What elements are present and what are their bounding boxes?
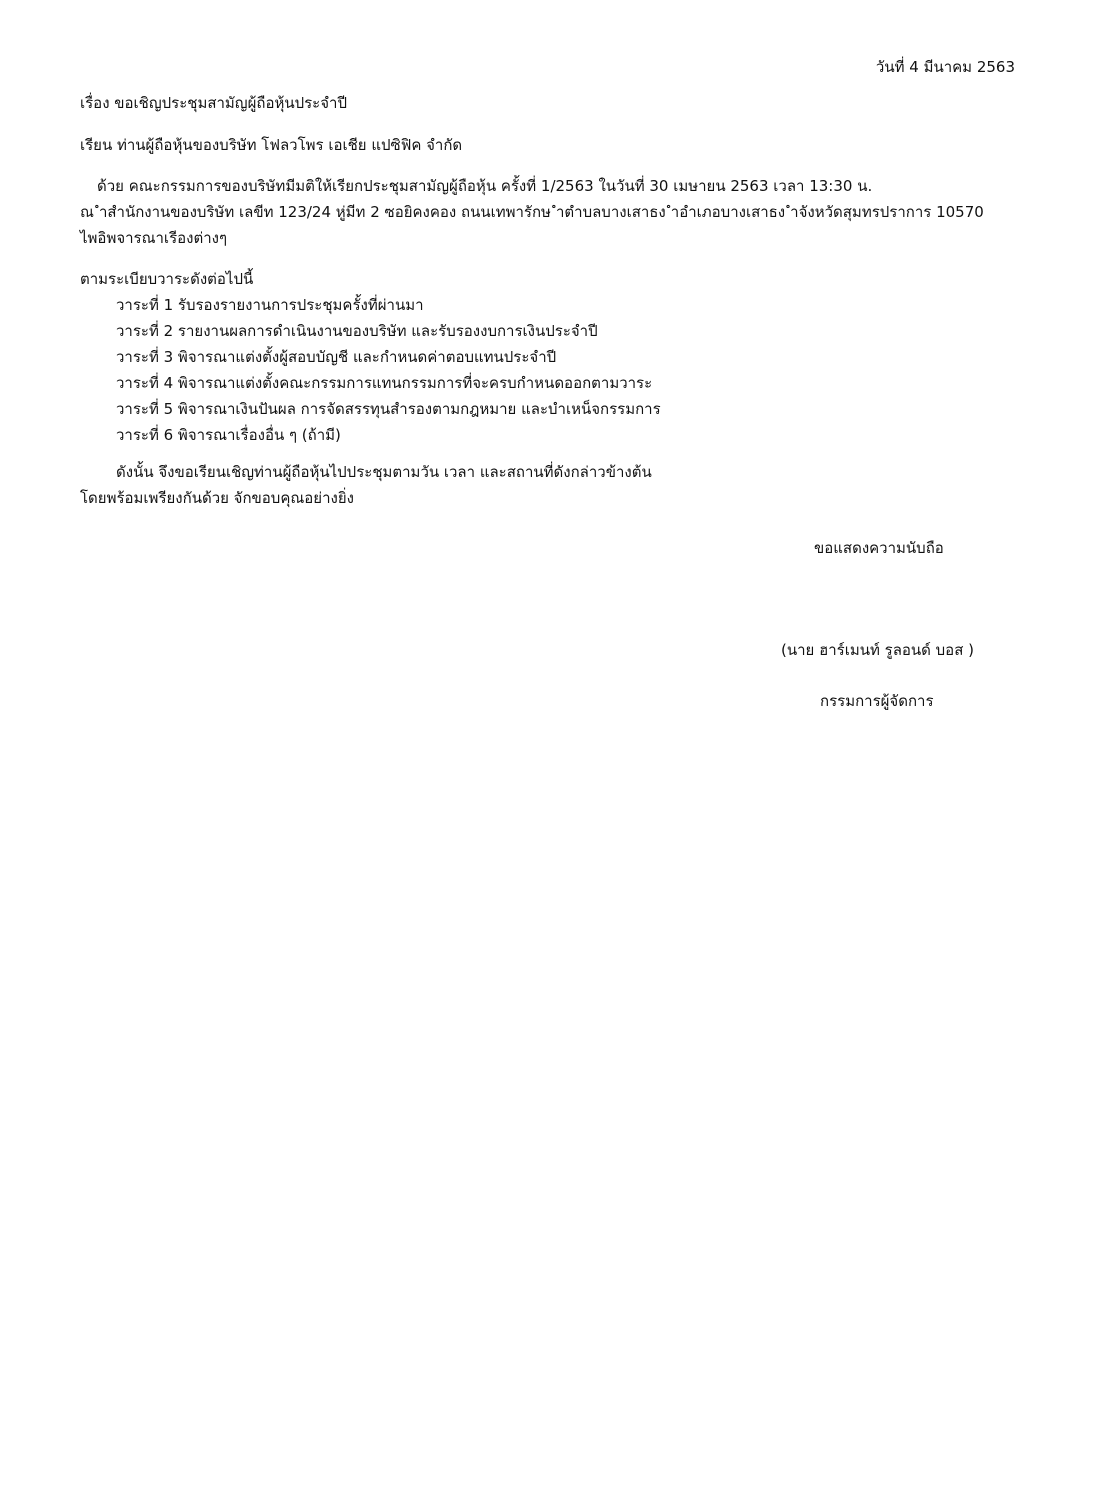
body-line-1: ด้วย คณะกรรมการของบริษัทมีมติให้เรียกประชุมสามัญผู้ถือหุ้น ครั้งที่ 1/2563 ในวันที่ 30 เมษายน 2563 เวลา 13:30 น. [97,177,873,195]
signer-position: กรรมการผู้จัดการ [820,692,934,710]
agenda-item: วาระที่ 5 พิจารณาเงินปันผล การจัดสรรทุนสำรองตามกฎหมาย และบำเหน็จกรรมการ [116,400,661,418]
body-line-2: ณ ำสำนักงานของบริษัท เลขีท 123/24 หู่มีท 2 ซอยิคงคอง ถนนเทพารักษ ำตำบลบางเสาธง ำอำเภอบางเสาธง ำจังหวัดสุมทรปราการ 10570 [80,203,984,221]
letter-subject: เรื่อง ขอเชิญประชุมสามัญผู้ถือหุ้นประจำปี [80,94,347,112]
agenda-item: วาระที่ 4 พิจารณาแต่งตั้งคณะกรรมการแทนกรรมการที่จะครบกำหนดออกตามวาระ [116,374,653,392]
agenda-list [116,295,661,451]
signer-name: (นาย ฮาร์เมนท์ รูลอนด์ บอส ) [781,641,974,659]
agenda-item: วาระที่ 6 พิจารณาเรื่องอื่น ๆ (ถ้ามี) [116,426,341,444]
agenda-heading: ตามระเบียบวาระดังต่อไปนี้ [80,270,254,288]
agenda-item: วาระที่ 3 พิจารณาแต่งตั้งผู้สอบบัญชี และกำหนดค่าตอบแทนประจำปี [116,348,557,366]
agenda-item: วาระที่ 2 รายงานผลการดำเนินงานของบริษัท และรับรองงบการเงินประจำปี [116,322,598,340]
agenda-item: วาระที่ 1 รับรองรายงานการประชุมครั้งที่ผ่านมา [116,296,424,314]
closing-regards: ขอแสดงความนับถือ [814,539,944,557]
body-line-3: ไพอิพจารณาเรีองต่างๆ [80,229,227,247]
letter-recipient: เรียน ท่านผู้ถือหุ้นของบริษัท โฟลวโพร เอเชีย แปซิฟิค จำกัด [80,136,463,154]
closing-line-2: โดยพร้อมเพรียงกันด้วย จักขอบคุณอย่างยิ่ง [80,489,354,507]
letter-date: วันที่ 4 มีนาคม 2563 [875,58,1015,76]
closing-line-1: ดังนั้น จึงขอเรียนเชิญท่านผู้ถือหุ้นไปประชุมตามวัน เวลา และสถานที่ดังกล่าวข้างต้น [116,463,652,481]
